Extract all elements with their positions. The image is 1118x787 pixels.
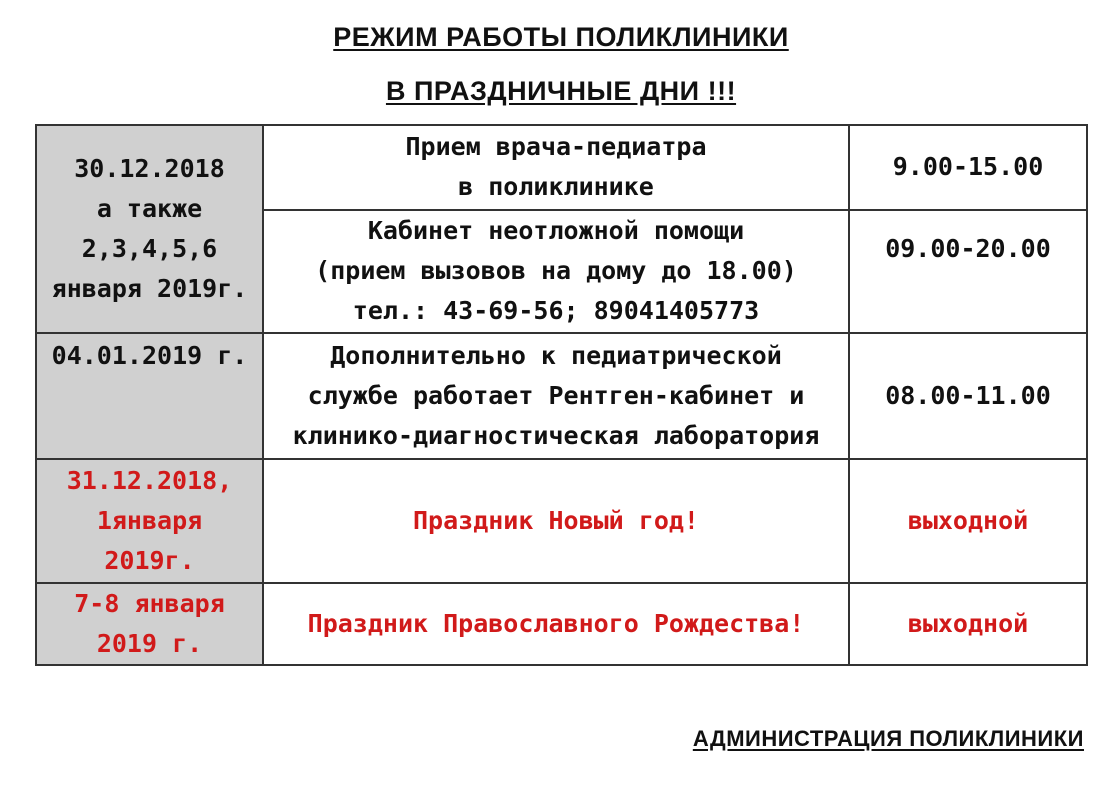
date-cell — [36, 333, 263, 459]
page-subtitle: В ПРАЗДНИЧНЫЕ ДНИ !!! — [385, 76, 737, 106]
hours-cell — [849, 125, 1087, 210]
service-line: в поликлинике — [458, 172, 654, 202]
date-line: 2,3,4,5,6 — [81, 234, 218, 263]
service-cell — [263, 583, 849, 665]
service-line: клинико-диагностическая лаборатория — [292, 421, 820, 450]
page-title: РЕЖИМ РАБОТЫ ПОЛИКЛИНИКИ — [333, 22, 789, 52]
date-line: а также — [96, 194, 203, 223]
date-cell — [36, 125, 263, 333]
date-line: 30.12.2018 — [74, 154, 225, 183]
table-row — [36, 125, 1087, 210]
service-line: Прием врача-педиатра — [405, 132, 707, 162]
service-line: службе работает Рентген-кабинет и — [307, 381, 805, 410]
date-line: 1января — [96, 506, 203, 535]
hours-cell — [849, 459, 1087, 583]
day-off-label: выходной — [907, 506, 1029, 535]
date-line: 2019г. — [104, 546, 195, 575]
service-line: Дополнительно к педиатрической — [330, 341, 782, 370]
holiday-name: Праздник Новый год! — [413, 506, 699, 535]
hours-value: 09.00-20.00 — [885, 233, 1051, 263]
service-cell — [263, 125, 849, 210]
date-cell — [36, 583, 263, 665]
table-row — [36, 459, 1087, 583]
hours-value: 9.00-15.00 — [892, 152, 1044, 182]
date-line: января 2019г. — [51, 274, 248, 303]
service-line: Кабинет неотложной помощи — [367, 216, 745, 246]
service-cell — [263, 333, 849, 459]
date-line: 04.01.2019 г. — [51, 341, 248, 370]
table-row — [36, 583, 1087, 665]
administration-signature: АДМИНИСТРАЦИЯ ПОЛИКЛИНИКИ — [692, 726, 1084, 751]
hours-cell — [849, 583, 1087, 665]
holiday-name: Праздник Православного Рождества! — [307, 609, 805, 638]
phone-line: тел.: 43-69-56; 89041405773 — [352, 296, 760, 326]
service-cell — [263, 459, 849, 583]
date-line: 7-8 января — [74, 589, 225, 618]
schedule-table — [35, 124, 1088, 666]
table-row — [36, 333, 1087, 459]
service-cell — [263, 210, 849, 333]
date-line: 2019 г. — [96, 629, 203, 658]
hours-cell — [849, 333, 1087, 459]
date-line: 31.12.2018, — [66, 466, 233, 495]
date-cell — [36, 459, 263, 583]
service-line: (прием вызовов на дому до 18.00) — [315, 256, 797, 286]
day-off-label: выходной — [907, 609, 1029, 638]
hours-value: 08.00-11.00 — [885, 381, 1051, 410]
hours-cell — [849, 210, 1087, 333]
